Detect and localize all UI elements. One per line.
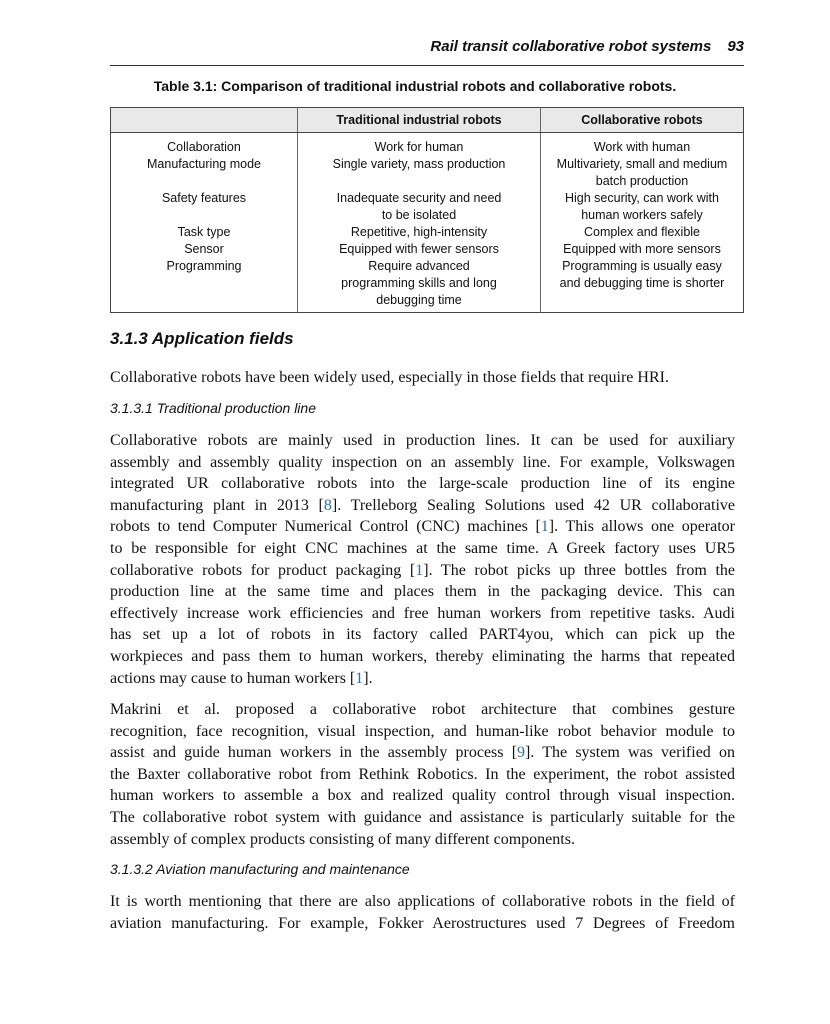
cell-line: Equipped with more sensors [563, 242, 721, 256]
collaborative-cell [541, 156, 744, 190]
traditional-cell [298, 258, 541, 313]
text-segment: integrated UR collaborative robots into the large-scale production line of its engine [110, 475, 735, 493]
text-line [110, 473, 735, 495]
text-segment: human workers to assemble a box and realized quality control through visual inspection. [110, 787, 735, 805]
table-row [111, 133, 744, 157]
cell-line: debugging time [376, 293, 462, 307]
cell-line: to be isolated [381, 208, 457, 222]
text-segment: ]. This allows one operator [548, 518, 736, 536]
subsection-heading: 3.1.3.1 Traditional production line [110, 400, 316, 416]
cell-line: High security, can work with [565, 191, 719, 205]
text-segment: assist and guide human workers in the assembly process [ [110, 744, 518, 762]
text-segment: effectively increase work efficiencies and free human workers from repetitive tasks. Audi [110, 604, 735, 622]
citation-link[interactable]: 1 [540, 518, 549, 536]
cell-line: Safety features [161, 191, 247, 205]
text-line [110, 603, 735, 625]
cell-line: Collaboration [167, 140, 241, 154]
text-line [110, 721, 735, 743]
cell-line: Single variety, mass production [332, 157, 506, 171]
cell-line: Multivariety, small and medium [556, 157, 728, 171]
traditional-cell [298, 190, 541, 224]
comparison-table [110, 107, 744, 313]
column-header [111, 108, 298, 133]
text-segment: The collaborative robot system with guidance and assistance is particularly suitable for the [110, 808, 735, 826]
text-line [110, 624, 735, 646]
text-segment: has set up a lot of robots in its factory called PART4you, which can pick up the [110, 626, 735, 644]
collaborative-cell [541, 190, 744, 224]
text-line [110, 495, 735, 517]
text-line [110, 560, 735, 582]
text-line [110, 452, 735, 474]
cell-line: batch production [595, 174, 689, 188]
citation-link[interactable]: 1 [355, 669, 364, 687]
row-label [111, 156, 298, 190]
cell-line: Task type [177, 225, 231, 239]
text-segment: recognition, face recognition, visual inspection, and human-like robot behavior module to [110, 722, 735, 740]
table-row [111, 224, 744, 241]
paragraph [110, 699, 735, 850]
citation-link[interactable]: 8 [323, 496, 332, 514]
citation-link[interactable]: 9 [517, 744, 526, 762]
text-segment: collaborative robots for product packaging [ [110, 561, 416, 579]
traditional-cell [298, 156, 541, 190]
collaborative-cell [541, 224, 744, 241]
text-segment: ]. Trelleborg Sealing Solutions used 42 UR collaborative [331, 496, 736, 514]
column-header: Collaborative robots [541, 108, 744, 133]
running-header [430, 38, 744, 55]
cell-line: Programming is usually easy [562, 259, 722, 273]
row-label [111, 241, 298, 258]
traditional-cell [298, 241, 541, 258]
text-line [110, 699, 735, 721]
cell-line: programming skills and long [341, 276, 497, 290]
cell-line: Complex and flexible [583, 225, 701, 239]
paragraph [110, 891, 735, 934]
collaborative-cell [541, 258, 744, 313]
cell-line: Repetitive, high-intensity [350, 225, 488, 239]
text-segment: assembly and assembly quality inspection on an assembly line. For example, Volkswagen [110, 453, 735, 471]
text-segment: ]. The system was verified on [525, 744, 735, 762]
cell-line: and debugging time is shorter [559, 276, 725, 290]
table-header-row [111, 108, 744, 133]
text-line [110, 891, 735, 913]
text-segment: Collaborative robots have been widely used, especially in those fields that require HRI. [110, 369, 669, 386]
text-segment: the Baxter collaborative robot from Rethink Robotics. In the experiment, the robot assisted [110, 765, 735, 783]
cell-line: human workers safely [581, 208, 703, 222]
text-line [110, 829, 735, 851]
subsection-heading: 3.1.3.2 Aviation manufacturing and maintenance [110, 861, 410, 877]
cell-line: Require advanced [368, 259, 470, 273]
text-line [110, 581, 735, 603]
text-segment: ]. [363, 669, 373, 687]
text-line [110, 764, 735, 786]
column-header: Traditional industrial robots [298, 108, 541, 133]
text-line [110, 785, 735, 807]
row-label [111, 258, 298, 313]
text-line [110, 668, 735, 690]
running-header-title: Rail transit collaborative robot systems [430, 38, 712, 55]
text-segment: workpieces and pass them to human workers, thereby eliminating the harms that repeated [110, 647, 735, 665]
text-segment: assembly of complex products consisting of many different components. [110, 830, 575, 848]
row-label [111, 190, 298, 224]
row-label [111, 224, 298, 241]
text-segment: actions may cause to human workers [ [110, 669, 356, 687]
collaborative-cell [541, 241, 744, 258]
cell-line: Work with human [593, 140, 691, 154]
cell-line: Equipped with fewer sensors [339, 242, 499, 256]
cell-line: Inadequate security and need [336, 191, 502, 205]
cell-line: Programming [166, 259, 242, 273]
header-rule [110, 65, 744, 66]
text-line [110, 538, 735, 560]
text-line [110, 807, 735, 829]
traditional-cell [298, 133, 541, 157]
citation-link[interactable]: 1 [415, 561, 424, 579]
cell-line: Sensor [184, 242, 224, 256]
text-segment: Collaborative robots are mainly used in production lines. It can be used for auxiliary [110, 432, 735, 449]
table-row [111, 241, 744, 258]
text-segment: It is worth mentioning that there are also applications of collaborative robots in the field of [110, 893, 735, 910]
table-row [111, 156, 744, 190]
section-heading: 3.1.3 Application fields [110, 329, 294, 348]
text-line [110, 430, 735, 452]
table-caption: Table 3.1: Comparison of traditional industrial robots and collaborative robots. [153, 78, 677, 94]
text-segment: to be responsible for eight CNC machines at the same time. A Greek factory uses UR5 [110, 539, 735, 557]
text-line [110, 646, 735, 668]
text-line [110, 367, 735, 389]
table-row [111, 258, 744, 313]
text-line [110, 516, 735, 538]
text-segment: Makrini et al. proposed a collaborative robot architecture that combines gesture [110, 701, 735, 718]
text-segment: ]. The robot picks up three bottles from the [423, 561, 735, 579]
text-segment: aviation manufacturing. For example, Fokker Aerostructures used 7 Degrees of Freedom [110, 914, 735, 932]
text-line [110, 913, 735, 935]
traditional-cell [298, 224, 541, 241]
collaborative-cell [541, 133, 744, 157]
row-label [111, 133, 298, 157]
table-row [111, 190, 744, 224]
cell-line: Work for human [374, 140, 464, 154]
text-line [110, 742, 735, 764]
page-number: 93 [727, 38, 744, 55]
paragraph [110, 367, 735, 389]
text-segment: production line at the same time and places them in the packaging device. This can [110, 583, 735, 601]
cell-line: Manufacturing mode [147, 157, 261, 171]
text-segment: robots to tend Computer Numerical Control (CNC) machines [ [110, 518, 541, 536]
text-segment: manufacturing plant in 2013 [ [110, 496, 324, 514]
paragraph [110, 430, 735, 689]
